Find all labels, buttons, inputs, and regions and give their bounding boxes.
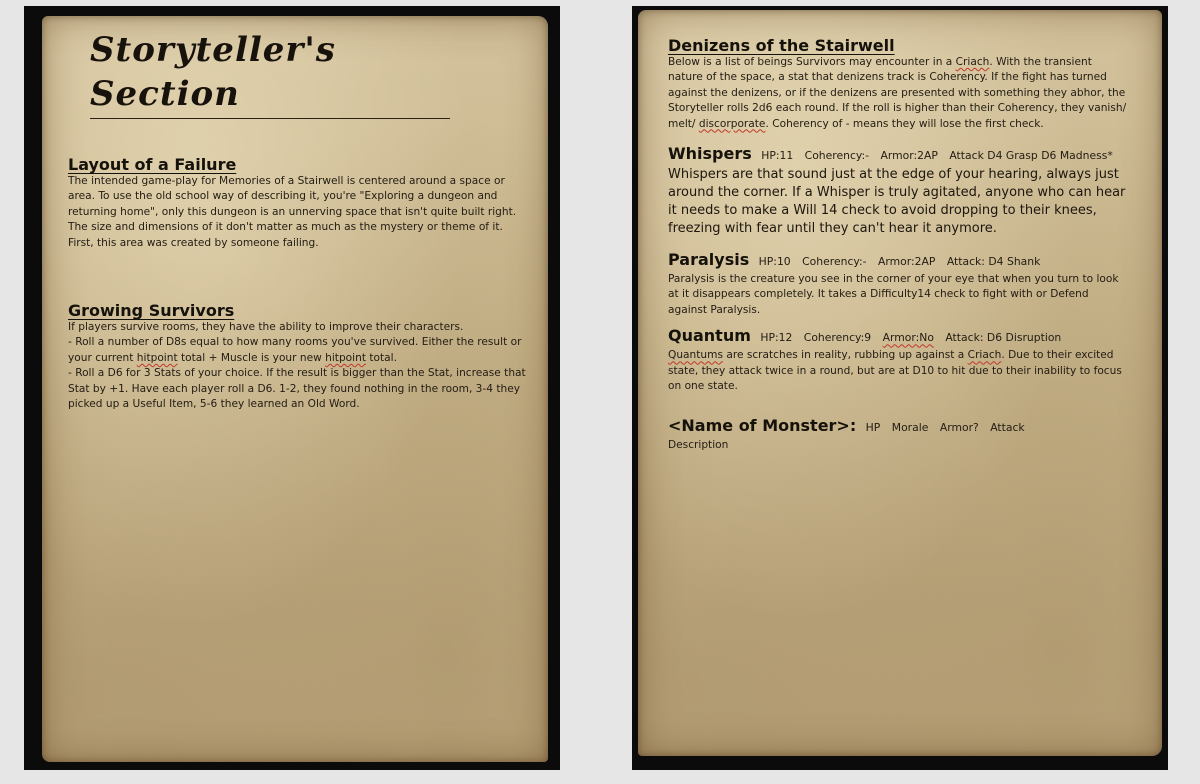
monster-description: Paralysis is the creature you see in the corner of your eye that when you turn to look at it disappears completely. It takes a Difficulty14 check to fight with or Defend against Paralysis. — [668, 273, 1119, 316]
section-heading-growing: Growing Survivors — [68, 301, 235, 321]
spellcheck-word: hitpoint — [136, 351, 178, 364]
monster-name: Quantum — [668, 326, 751, 346]
bullet-1-text-c: total. — [365, 351, 397, 364]
monster-coherency: Coherency:- — [802, 255, 867, 269]
monster-statline — [668, 144, 1128, 166]
monster-entry-quantum — [668, 326, 1128, 394]
monster-name: Paralysis — [668, 250, 750, 270]
monster-statline — [668, 250, 1128, 272]
right-page — [632, 6, 1168, 770]
monster-coherency: Coherency:- — [804, 149, 870, 163]
monster-armor: Armor? — [939, 421, 979, 435]
left-page — [24, 6, 560, 770]
spellcheck-word: Criach — [967, 349, 1002, 362]
monster-hp: HP — [865, 421, 881, 435]
quantum-desc-b: . Due to their excited state, they attack twice in a round, but are at D10 to hit due to their inability to focus on one state. — [668, 349, 1122, 393]
monster-morale: Morale — [891, 421, 929, 435]
left-page-content — [68, 28, 530, 412]
growing-intro: If players survive rooms, they have the ability to improve their characters. — [68, 321, 464, 334]
monster-armor: Armor:No — [882, 331, 934, 345]
section-body-layout: The intended game-play for Memories of a Stairwell is centered around a space or area. To use the old school way of describing it, you're "Exploring a dungeon and returning home", only this dungeon is an unnerving space that isn't quite built right. The size and dimensions of it don't matter as much as the mystery or theme of it. First, this area was created by someone failing. — [68, 175, 517, 249]
monster-hp: HP:12 — [760, 331, 793, 345]
section-heading-layout: Layout of a Failure — [68, 155, 237, 174]
bullet-1-text-a: - Roll a number of D8s equal to how many rooms you've survived. Either the result or your current — [68, 336, 522, 364]
intro-text-b: . With the transient nature of the space, a stat that denizens track is Coherency. If the fight has turned against the denizens, or if the denizens are presented with something they abhor, the Storyteller rolls 2d6 each round. If the roll is higher than their Coherency, they vanish/ melt/ — [668, 56, 1127, 130]
monster-entry-whispers — [668, 144, 1128, 238]
monster-attack: Attack D4 Grasp D6 Madness* — [949, 149, 1113, 163]
monster-armor: Armor:2AP — [880, 149, 938, 163]
monster-description: Description — [668, 439, 729, 452]
monster-description: Whispers are that sound just at the edge of your hearing, always just around the corner. If a Whisper is truly agitated, anyone who can hear it needs to make a Will 14 check to avoid dropping to their knees, freezing with fear until they can't hear it anymore. — [668, 167, 1126, 237]
monster-coherency: Coherency:9 — [803, 331, 872, 345]
spellcheck-word: discorporate — [698, 117, 766, 130]
intro-text-c: . Coherency of - means they will lose the first check. — [765, 117, 1044, 130]
monster-attack: Attack: D4 Shank — [946, 255, 1041, 269]
quantum-desc-a: are scratches in reality, rubbing up against a — [722, 349, 968, 362]
monster-statline — [668, 416, 1128, 438]
monster-name: Whispers — [668, 144, 752, 164]
spellcheck-word: Quantums — [668, 349, 723, 362]
spellcheck-word: hitpoint — [325, 351, 366, 364]
monster-attack: Attack — [990, 421, 1025, 435]
growing-bullet-2: - Roll a D6 for 3 Stats of your choice. If the result is bigger than the Stat, increase that Stat by +1. Have each player roll a D6. 1-2, they found nothing in the room, 3-4 they picked up a Useful Item, 5-6 they learned an Old Word. — [68, 367, 526, 411]
monster-name: <Name of Monster>: — [668, 416, 857, 436]
bullet-1-text-b: total + Muscle is your new — [177, 351, 326, 364]
monster-hp: HP:11 — [761, 149, 794, 163]
monster-hp: HP:10 — [758, 255, 791, 269]
monster-entry-paralysis — [668, 250, 1128, 318]
monster-description — [668, 348, 1128, 394]
monster-armor: Armor:2AP — [877, 255, 936, 269]
section-heading-denizens: Denizens of the Stairwell — [668, 36, 895, 55]
page-title: Storyteller's Section — [90, 28, 450, 119]
denizens-intro — [668, 55, 1128, 132]
intro-text-a: Below is a list of beings Survivors may encounter in a — [668, 56, 956, 68]
growing-bullet-1 — [68, 335, 530, 366]
monster-statline — [668, 326, 1128, 348]
monster-attack: Attack: D6 Disruption — [945, 331, 1062, 345]
monster-entry-template — [668, 416, 1128, 453]
spellcheck-word: Criach — [955, 56, 990, 68]
right-page-content — [668, 36, 1128, 454]
